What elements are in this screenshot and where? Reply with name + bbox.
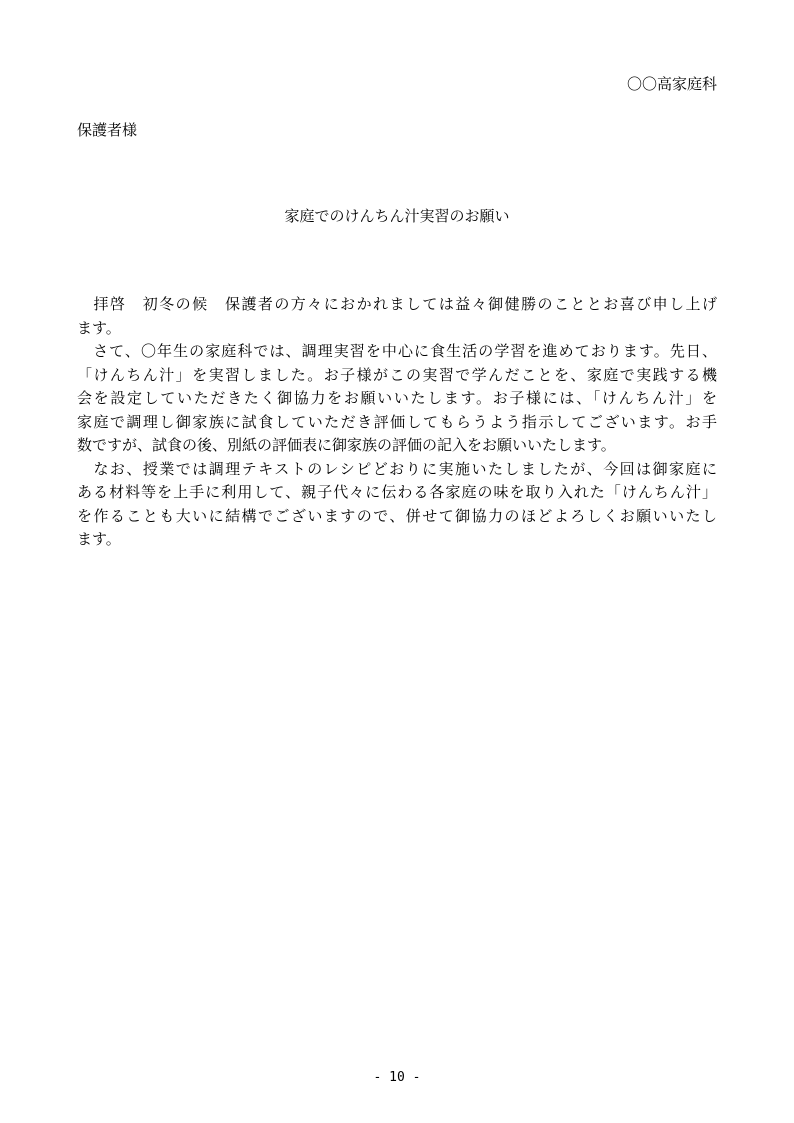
body-line: さて、〇年生の家庭科では、調理実習を中心に食生活の学習を進めております。先日、 xyxy=(77,342,717,360)
letter-title: 家庭でのけんちん汁実習のお願い xyxy=(284,207,510,225)
body-line: を作ることも大いに結構でございますので、併せて御協力のほどよろしくお願いいたし xyxy=(77,506,717,525)
body-line: 数ですが、試食の後、別紙の評価表に御家族の評価の記入をお願いいたします。 xyxy=(77,436,616,454)
sender-name: 〇〇高家庭科 xyxy=(626,75,717,93)
body-line: ある材料等を上手に利用して、親子代々に伝わる各家庭の味を取り入れた「けんちん汁」 xyxy=(77,483,717,501)
body-line: 「けんちん汁」を実習しました。お子様がこの実習で学んだことを、家庭で実践する機 xyxy=(77,365,717,384)
body-line: 家庭で調理し御家族に試食していただき評価してもらうよう指示してございます。お手 xyxy=(77,412,717,431)
body-line: ます。 xyxy=(77,530,121,548)
body-line: ます。 xyxy=(77,318,121,337)
recipient-name: 保護者様 xyxy=(77,121,138,139)
letter-body xyxy=(77,293,717,552)
body-line: なお、授業では調理テキストのレシピどおりに実施いたしましたが、今回は御家庭に xyxy=(77,459,717,478)
page-number: - 10 - xyxy=(373,1070,421,1085)
body-line: 会を設定していただきたく御協力をお願いいたします。お子様には、「けんちん汁」を xyxy=(77,389,717,407)
body-line: 拝啓 初冬の候 保護者の方々におかれましては益々御健勝のこととお喜び申し上げ xyxy=(77,295,717,313)
